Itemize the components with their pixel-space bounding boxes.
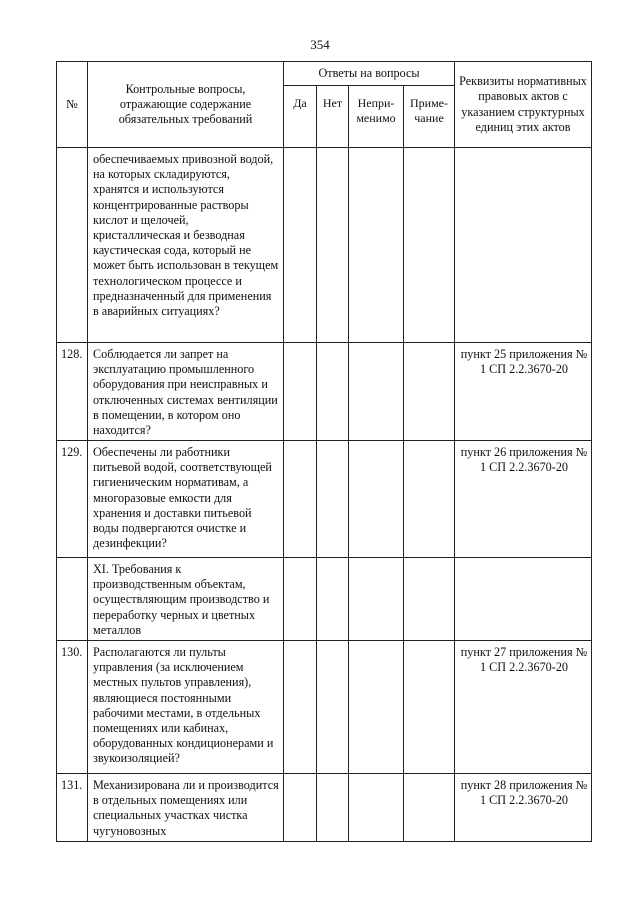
row-number: 131. xyxy=(57,774,88,842)
header-answers: Ответы на вопросы xyxy=(284,62,455,86)
answer-not-applicable-cell[interactable] xyxy=(349,774,404,842)
answer-no-cell[interactable] xyxy=(317,441,349,558)
row-question: Соблюдается ли запрет на эксплуатацию промышленного оборудования при неисправных и отключенных системах вентиляции в помещении, в котором оно находится? xyxy=(88,343,284,441)
header-number: № xyxy=(57,62,88,148)
header-questions: Контрольные вопросы, отражающие содержание обязательных требований xyxy=(88,62,284,148)
answer-note-cell[interactable] xyxy=(404,558,455,641)
header-yes: Да xyxy=(284,86,317,148)
table-row xyxy=(57,558,592,641)
row-number: 128. xyxy=(57,343,88,441)
table-row xyxy=(57,774,592,842)
header-requisites: Реквизиты нормативных правовых актов с указанием структурных единиц этих актов xyxy=(455,62,592,148)
answer-note-cell[interactable] xyxy=(404,441,455,558)
row-requisite xyxy=(455,558,592,641)
answer-note-cell[interactable] xyxy=(404,148,455,343)
answer-not-applicable-cell[interactable] xyxy=(349,148,404,343)
answer-no-cell[interactable] xyxy=(317,774,349,842)
answer-no-cell[interactable] xyxy=(317,641,349,774)
answer-yes-cell[interactable] xyxy=(284,774,317,842)
row-number xyxy=(57,558,88,641)
answer-yes-cell[interactable] xyxy=(284,343,317,441)
row-requisite: пункт 28 приложения № 1 СП 2.2.3670-20 xyxy=(455,774,592,842)
row-number xyxy=(57,148,88,343)
answer-yes-cell[interactable] xyxy=(284,441,317,558)
row-number: 129. xyxy=(57,441,88,558)
answer-not-applicable-cell[interactable] xyxy=(349,343,404,441)
checklist-table xyxy=(56,61,592,842)
table-row xyxy=(57,441,592,558)
row-question: обеспечиваемых привозной водой, на которых складируются, хранятся и используются концентрированные растворы кислот и щелочей, кристаллическая и безводная каустическая сода, который не может быть использован в текущем технологическом процессе и предназначенный для применения в аварийных ситуациях? xyxy=(88,148,284,343)
answer-yes-cell[interactable] xyxy=(284,558,317,641)
header-no: Нет xyxy=(317,86,349,148)
row-requisite xyxy=(455,148,592,343)
row-requisite: пункт 26 приложения № 1 СП 2.2.3670-20 xyxy=(455,441,592,558)
answer-no-cell[interactable] xyxy=(317,343,349,441)
answer-yes-cell[interactable] xyxy=(284,148,317,343)
section-heading: XI. Требования к производственным объектам, осуществляющим производство и переработку черных и цветных металлов xyxy=(88,558,284,641)
answer-yes-cell[interactable] xyxy=(284,641,317,774)
header-not-applicable: Непри-менимо xyxy=(349,86,404,148)
table-row xyxy=(57,148,592,343)
answer-note-cell[interactable] xyxy=(404,774,455,842)
row-question: Обеспечены ли работники питьевой водой, соответствующей гигиеническим нормативам, а многоразовые емкости для хранения и доставки питьевой воды подвергаются очистке и дезинфекции? xyxy=(88,441,284,558)
page-number: 354 xyxy=(310,37,330,52)
table-row xyxy=(57,343,592,441)
row-requisite: пункт 25 приложения № 1 СП 2.2.3670-20 xyxy=(455,343,592,441)
answer-note-cell[interactable] xyxy=(404,641,455,774)
row-number: 130. xyxy=(57,641,88,774)
answer-no-cell[interactable] xyxy=(317,558,349,641)
header-note: Приме-чание xyxy=(404,86,455,148)
answer-no-cell[interactable] xyxy=(317,148,349,343)
row-requisite: пункт 27 приложения № 1 СП 2.2.3670-20 xyxy=(455,641,592,774)
answer-note-cell[interactable] xyxy=(404,343,455,441)
answer-not-applicable-cell[interactable] xyxy=(349,441,404,558)
row-question: Располагаются ли пульты управления (за исключением местных пультов управления), являющиеся постоянными рабочими местами, в отдельных помещениях или кабинах, оборудованных кондиционерами и звукоизоляцией? xyxy=(88,641,284,774)
answer-not-applicable-cell[interactable] xyxy=(349,558,404,641)
answer-not-applicable-cell[interactable] xyxy=(349,641,404,774)
row-question: Механизирована ли и производится в отдельных помещениях или специальных участках чистка чугуновозных xyxy=(88,774,284,842)
table-row xyxy=(57,641,592,774)
